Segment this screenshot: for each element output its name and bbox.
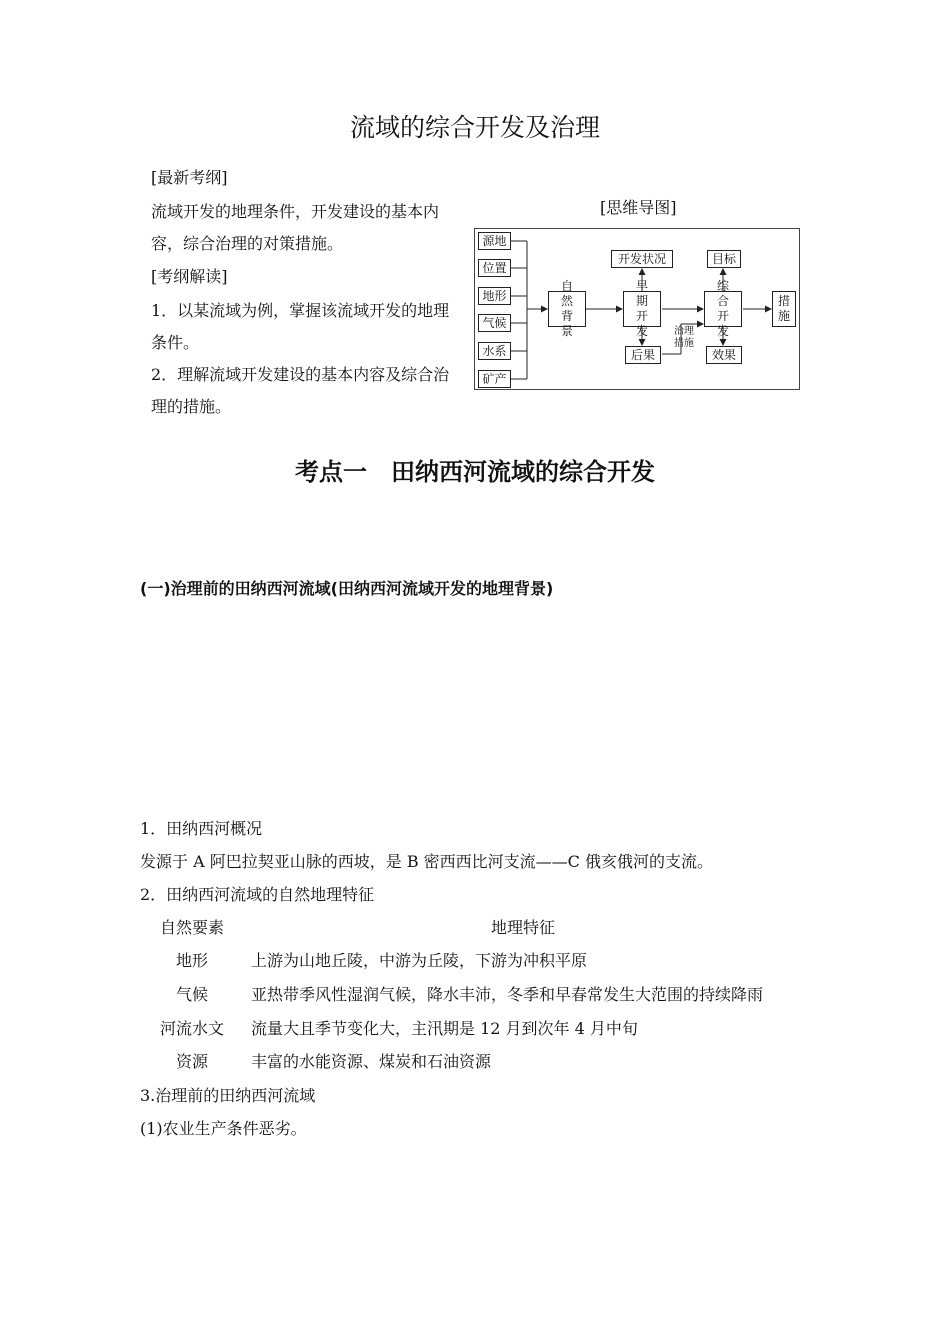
mindmap-diagram bbox=[474, 228, 800, 390]
mindmap-item-water-system: 水系 bbox=[478, 342, 511, 360]
section-title: 考点一 田纳西河流域的综合开发 bbox=[295, 458, 655, 486]
paragraph1-text: 发源于 A 阿巴拉契亚山脉的西坡，是 B 密西西比河支流——C 俄亥俄河的支流。 bbox=[140, 852, 713, 871]
interpretation-item1-line1: 1．以某流域为例，掌握该流域开发的地理 bbox=[151, 301, 450, 320]
mindmap-item-source: 源地 bbox=[478, 232, 511, 250]
mindmap-governance-label: 治理措施 bbox=[674, 326, 694, 349]
page-title: 流域的综合开发及治理 bbox=[349, 113, 600, 142]
paragraph2-title: 2．田纳西河流域的自然地理特征 bbox=[140, 885, 375, 904]
interpretation-item1-line2: 条件。 bbox=[151, 333, 200, 352]
table-row-factor: 资源 bbox=[176, 1052, 209, 1071]
outline-heading: [最新考纲] bbox=[151, 168, 228, 187]
subsection-title: (一)治理前的田纳西河流域(田纳西河流域开发的地理背景) bbox=[140, 579, 554, 598]
interpretation-item2-line2: 理的措施。 bbox=[151, 397, 232, 416]
table-header-feature: 地理特征 bbox=[491, 918, 556, 937]
table-row-feature: 上游为山地丘陵，中游为丘陵，下游为冲积平原 bbox=[251, 951, 588, 970]
mindmap-development-status: 开发状况 bbox=[611, 250, 673, 268]
interpretation-list bbox=[151, 295, 449, 423]
interpretation-heading: [考纲解读] bbox=[151, 267, 228, 286]
table-row-factor: 气候 bbox=[176, 985, 209, 1004]
outline-text-line2: 容，综合治理的对策措施。 bbox=[151, 234, 344, 253]
mindmap-consequence: 后果 bbox=[625, 346, 661, 364]
mindmap-item-minerals: 矿产 bbox=[478, 370, 511, 388]
paragraph3-item1: (1)农业生产条件恶劣。 bbox=[140, 1119, 307, 1138]
table-row-feature: 丰富的水能资源、煤炭和石油资源 bbox=[251, 1052, 492, 1071]
mindmap-item-location: 位置 bbox=[478, 259, 511, 277]
table-row-factor: 地形 bbox=[176, 951, 209, 970]
mindmap-item-terrain: 地形 bbox=[478, 287, 511, 305]
table-row-feature: 亚热带季风性湿润气候，降水丰沛，冬季和早春常发生大范围的持续降雨 bbox=[251, 985, 764, 1004]
paragraph1-title: 1．田纳西河概况 bbox=[140, 819, 263, 838]
outline-text bbox=[151, 196, 439, 260]
outline-text-line1: 流域开发的地理条件，开发建设的基本内 bbox=[151, 202, 440, 221]
mindmap-goal: 目标 bbox=[707, 250, 741, 268]
mindmap-comprehensive-development: 综合开发 bbox=[704, 291, 742, 327]
table-row-factor: 河流水文 bbox=[160, 1019, 225, 1038]
mindmap-natural-background: 自然背景 bbox=[548, 291, 586, 327]
mindmap-measures: 措施 bbox=[772, 291, 796, 327]
mindmap-heading: [思维导图] bbox=[600, 198, 677, 217]
interpretation-item2-line1: 2．理解流域开发建设的基本内容及综合治 bbox=[151, 365, 450, 384]
table-row-feature: 流量大且季节变化大，主汛期是 12 月到次年 4 月中旬 bbox=[251, 1019, 638, 1038]
mindmap-effect: 效果 bbox=[706, 346, 742, 364]
mindmap-item-climate: 气候 bbox=[478, 314, 511, 332]
mindmap-early-development: 早期开发 bbox=[623, 291, 661, 327]
paragraph3-title: 3.治理前的田纳西河流域 bbox=[140, 1086, 316, 1105]
table-header-factor: 自然要素 bbox=[160, 918, 225, 937]
